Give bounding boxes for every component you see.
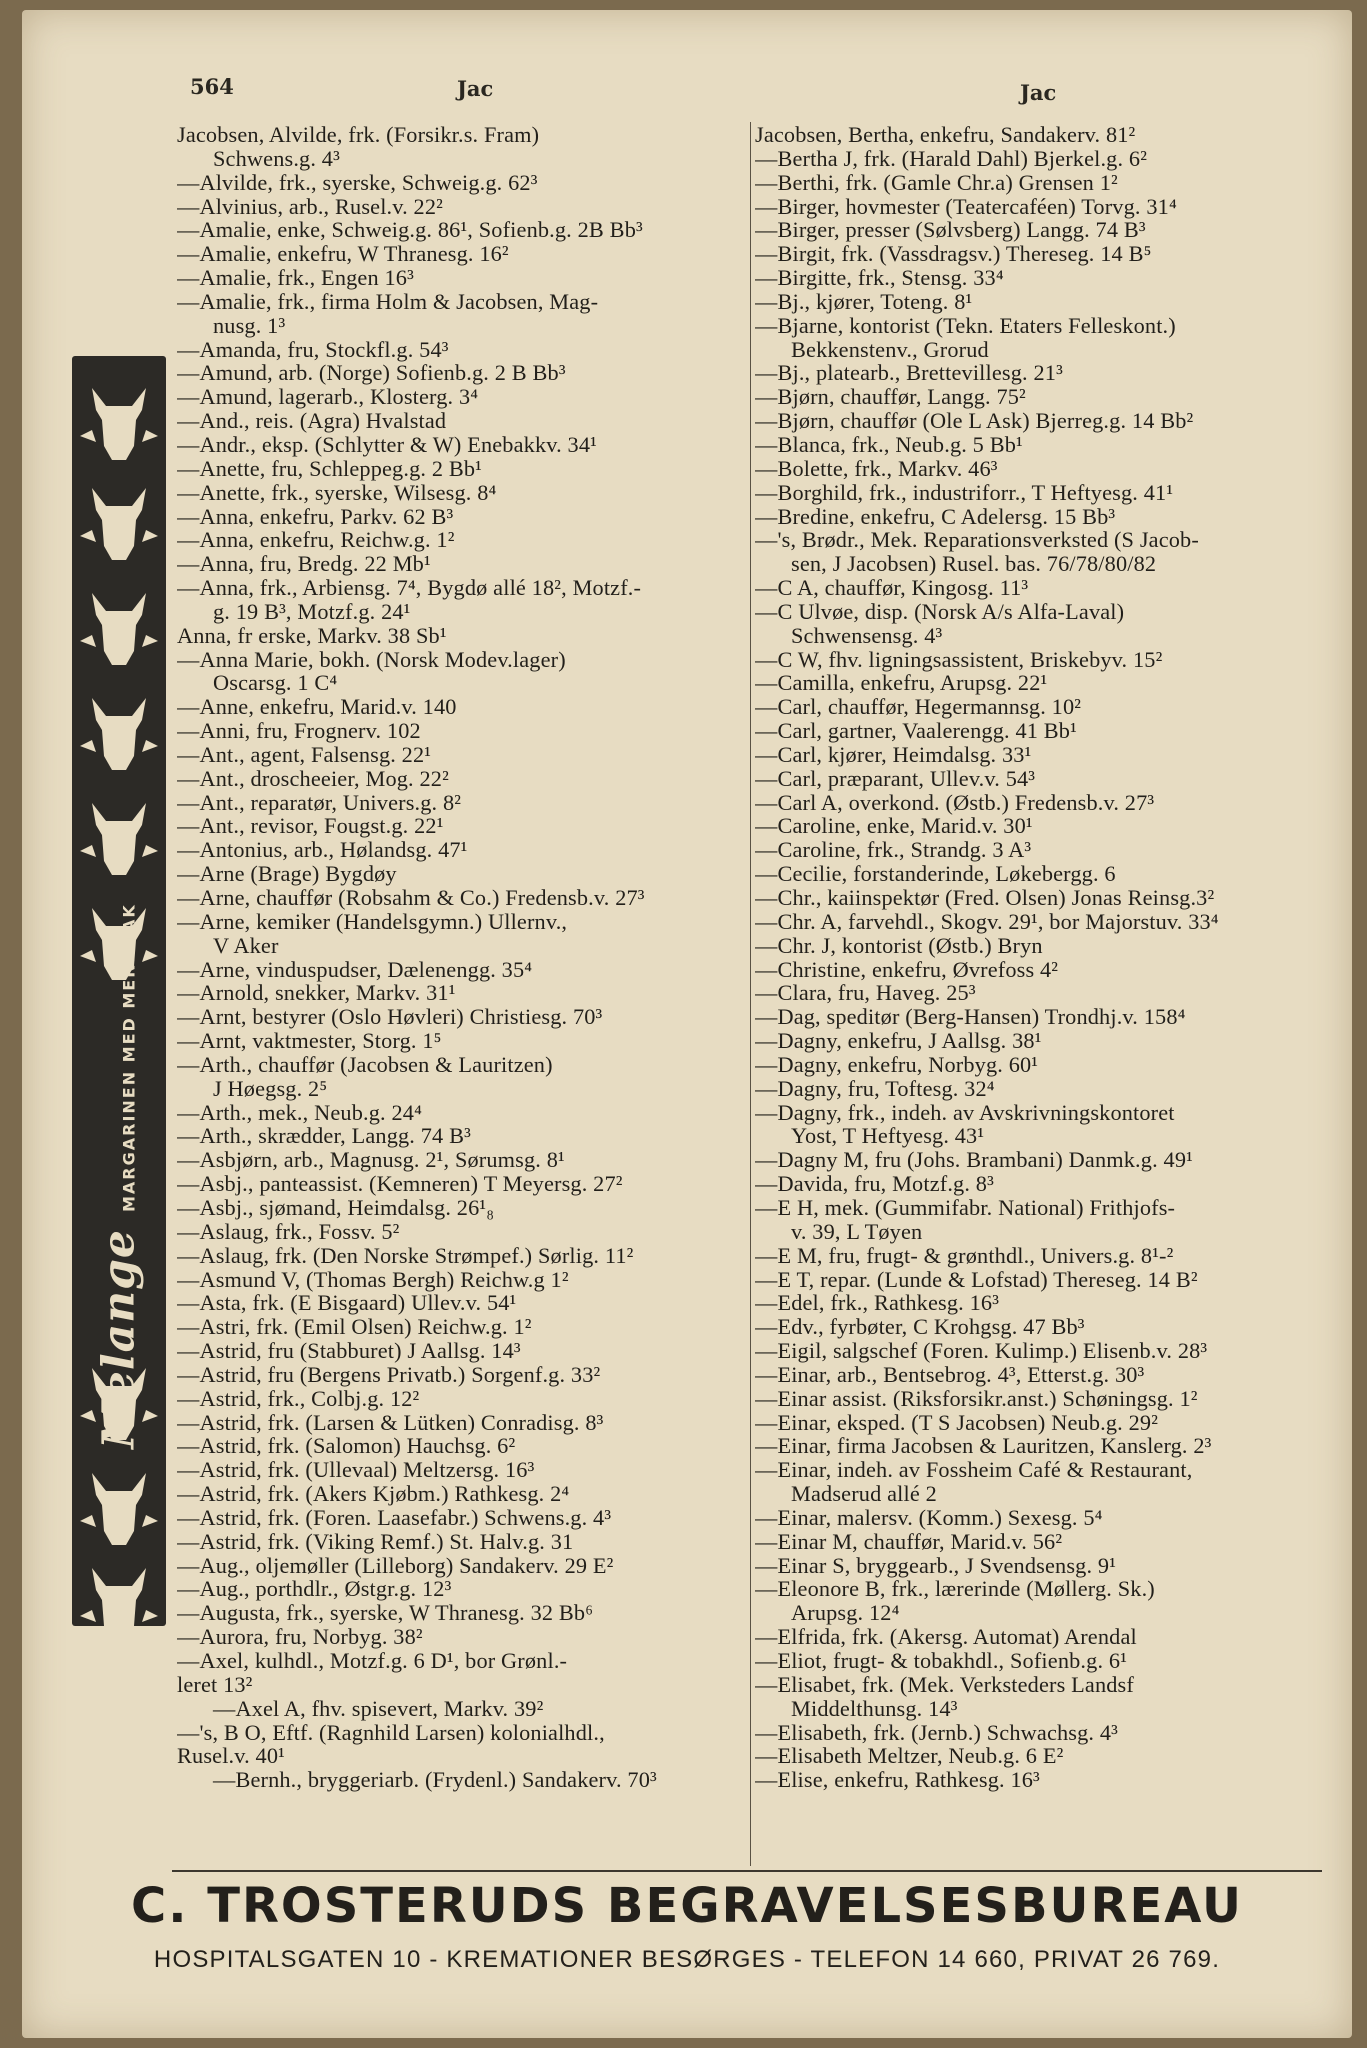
directory-entry-line: —Anna, frk., Arbiensg. 7⁴, Bygdø allé 18², Motzf.- [177, 575, 642, 601]
directory-entry-line: —Asbj., sjømand, Heimdalsg. 26¹₈ [177, 1194, 495, 1220]
directory-entry-line: Arupsg. 12⁴ [791, 1600, 900, 1626]
directory-entry-line: —Bolette, frk., Markv. 46³ [755, 455, 998, 481]
directory-entry-line: —Dagny, frk., indeh. av Avskrivningskontoret [755, 1099, 1175, 1125]
directory-entry-line: —Birgitte, frk., Stensg. 33⁴ [755, 265, 1004, 291]
directory-entry-line: —Amund, lagerarb., Klosterg. 3⁴ [177, 384, 479, 410]
directory-entry-line: —Camilla, enkefru, Arupsg. 22¹ [755, 670, 1048, 696]
directory-entry-line: Schwensensg. 4³ [791, 622, 943, 648]
directory-entry-line: —Carl, kjører, Heimdalsg. 33¹ [755, 741, 1032, 767]
directory-entry-line: —Arne, chauffør (Robsahm & Co.) Fredensb.v. 27³ [177, 885, 645, 910]
directory-entry-line: —Dagny, enkefru, J Aallsg. 38¹ [755, 1028, 1042, 1054]
directory-entry-line: —Astrid, frk. (Akers Kjøbm.) Rathkesg. 2⁴ [177, 1481, 570, 1507]
directory-entry-line: —C A, chauffør, Kingosg. 11³ [755, 575, 1029, 601]
directory-entry-line: —Chr., kaiinspektør (Fred. Olsen) Jonas Reinsg.3² [755, 885, 1215, 910]
cow-motif-icon [72, 1461, 166, 1557]
directory-entry-line: —Arnt, bestyrer (Oslo Høvleri) Christiesg. 70³ [177, 1004, 603, 1030]
directory-entry-line: —Elisabeth Meltzer, Neub.g. 6 E² [755, 1743, 1064, 1769]
directory-entry-line: —Elisabet, frk. (Mek. Verksteders Landsf [755, 1671, 1134, 1697]
directory-entry-line: —Bj., platearb., Brettevillesg. 21³ [755, 360, 1063, 386]
directory-entry-line: —Aug., oljemøller (Lilleborg) Sandakerv. 29 E² [177, 1552, 614, 1578]
directory-entry-line: —Astrid, fru (Stabburet) J Aallsg. 14³ [177, 1338, 521, 1364]
directory-entry-line: —Cecilie, forstanderinde, Løkebergg. 6 [755, 861, 1116, 887]
page-number: 564 [190, 74, 234, 99]
directory-entry-line: —Dagny, fru, Toftesg. 32⁴ [755, 1075, 995, 1101]
directory-entry-line: —Augusta, frk., syerske, W Thranesg. 32 Bb⁶ [177, 1600, 594, 1626]
directory-entry-line: —Caroline, enke, Marid.v. 30¹ [755, 813, 1033, 839]
directory-entry-line: —Amalie, frk., firma Holm & Jacobsen, Mag- [177, 288, 599, 314]
directory-entry-line: V Aker [213, 932, 279, 958]
directory-entry-line: nusg. 1³ [213, 312, 286, 338]
directory-entry-line: —Christine, enkefru, Øvrefoss 4² [755, 956, 1059, 982]
directory-entry-line: —Anni, fru, Frognerv. 102 [177, 718, 421, 744]
directory-entry-line: Yost, T Heftyesg. 43¹ [791, 1123, 985, 1149]
directory-entry-line: —Arth., mek., Neub.g. 24⁴ [177, 1099, 422, 1125]
page-header [22, 74, 1352, 108]
directory-entry-line: —Blanca, frk., Neub.g. 5 Bb¹ [755, 431, 1023, 457]
directory-entry-line: —Arne, kemiker (Handelsgymn.) Ullernv., [177, 908, 568, 934]
banner-brand: Melange [93, 1229, 145, 1449]
directory-entry-line: —Bjørn, chauffør, Langg. 75² [755, 384, 1026, 410]
directory-entry-line: Middelthunsg. 14³ [791, 1695, 958, 1721]
directory-entry-line: —Asmund V, (Thomas Bergh) Reichw.g 1² [177, 1266, 569, 1292]
directory-entry-line: —Amalie, frk., Engen 16³ [177, 265, 414, 291]
cow-motif-icon [72, 376, 166, 472]
directory-entry-line: —Dag, speditør (Berg-Hansen) Trondhj.v. 158⁴ [755, 1004, 1186, 1030]
directory-entry-line: —Alvilde, frk., syerske, Schweig.g. 62³ [177, 169, 538, 195]
directory-entry-line: —Andr., eksp. (Schlytter & W) Enebakkv. 34¹ [177, 431, 597, 457]
ad-divider [172, 1870, 1322, 1872]
directory-entry-line: —Asbjørn, arb., Magnusg. 2¹, Sørumsg. 8¹ [177, 1147, 565, 1173]
directory-entry-line: —Ant., reparatør, Univers.g. 8² [177, 789, 462, 815]
directory-entry-line: sen, J Jacobsen) Rusel. bas. 76/78/80/82 [791, 551, 1157, 577]
directory-entry-line: —Alvinius, arb., Rusel.v. 22² [177, 193, 443, 219]
directory-entry-line: —Davida, fru, Motzf.g. 8³ [755, 1171, 994, 1197]
directory-entry-line: —Eliot, frugt- & tobakhdl., Sofienb.g. 6¹ [755, 1648, 1128, 1673]
directory-entry-line: —Clara, fru, Haveg. 25³ [755, 980, 976, 1006]
directory-entry-line: —Asta, frk. (E Bisgaard) Ullev.v. 54¹ [177, 1290, 517, 1316]
directory-entry-line: —Arnt, vaktmester, Storg. 1⁵ [177, 1028, 442, 1054]
directory-entry-line: v. 39, L Tøyen [791, 1218, 923, 1244]
directory-entry-line: —Anne, enkefru, Marid.v. 140 [177, 694, 457, 720]
directory-entry-line: g. 19 B³, Motzf.g. 24¹ [213, 598, 411, 624]
directory-entry-line: —Aurora, fru, Norbyg. 38² [177, 1624, 423, 1650]
directory-entry-line: —Elisabeth, frk. (Jernb.) Schwachsg. 4³ [755, 1719, 1119, 1745]
directory-entry-line: —Einar, eksped. (T S Jacobsen) Neub.g. 29² [755, 1409, 1159, 1435]
directory-entry-line: —Einar, malersv. (Komm.) Sexesg. 5⁴ [755, 1504, 1103, 1530]
directory-entry-line: —Birgit, frk. (Vassdragsv.) Thereseg. 14 B⁵ [755, 241, 1152, 267]
directory-entry-line: —Caroline, frk., Strandg. 3 A³ [755, 837, 1032, 863]
cow-motif-icon [72, 476, 166, 572]
directory-entry-line: —Elise, enkefru, Rathkesg. 16³ [755, 1767, 1040, 1793]
directory-entry-line: —Elfrida, frk. (Akersg. Automat) Arendal [755, 1624, 1137, 1650]
directory-entry-line: —Einar, arb., Bentsebrog. 4³, Etterst.g. 30³ [755, 1361, 1145, 1387]
directory-entry-line: —And., reis. (Agra) Hvalstad [177, 408, 447, 434]
directory-entry-line: —Einar M, chauffør, Marid.v. 56² [755, 1528, 1063, 1554]
directory-entry-line: —Amalie, enke, Schweig.g. 86¹, Sofienb.g. 2B Bb³ [177, 217, 643, 243]
directory-entry-line: —Birger, presser (Sølvsberg) Langg. 74 B³ [755, 217, 1146, 243]
directory-entry-line: —E H, mek. (Gummifabr. National) Frithjofs- [755, 1194, 1176, 1220]
directory-entry-line: —Anna, enkefru, Reichw.g. 1² [177, 527, 455, 553]
right-column-keyword: Jac [1020, 80, 1057, 105]
directory-entry-line: —Astri, frk. (Emil Olsen) Reichw.g. 1² [177, 1314, 532, 1340]
directory-entry-line: —Einar S, bryggearb., J Svendsensg. 9¹ [755, 1552, 1117, 1578]
directory-entry-line: —Aslaug, frk. (Den Norske Strømpef.) Sørlig. 11² [177, 1242, 634, 1268]
directory-entry-line: —C Ulvøe, disp. (Norsk A/s Alfa-Laval) [755, 598, 1125, 624]
directory-entry-line: —Ant., droscheeier, Mog. 22² [177, 765, 449, 791]
directory-entry-line: —Bredine, enkefru, C Adelersg. 15 Bb³ [755, 503, 1116, 529]
column-divider [750, 122, 751, 1866]
directory-entry-line: —Bjarne, kontorist (Tekn. Etaters Felleskont.) [755, 312, 1176, 338]
directory-entry-line: —Anette, frk., syerske, Wilsesg. 8⁴ [177, 479, 497, 505]
directory-entry-line: —Bj., kjører, Toteng. 8¹ [755, 288, 973, 314]
directory-entry-line: —Bernh., bryggeriarb. (Frydenl.) Sandakerv. 70³ [213, 1767, 657, 1793]
directory-entry-line: —C W, fhv. ligningsassistent, Briskebyv. 15² [755, 646, 1163, 672]
directory-entry-line: —Dagny, enkefru, Norbyg. 60¹ [755, 1051, 1039, 1077]
directory-entry-line: —Anna, enkefru, Parkv. 62 B³ [177, 503, 454, 529]
directory-entry-line: —Edv., fyrbøter, C Krohgsg. 47 Bb³ [755, 1314, 1085, 1340]
directory-entry-line: —Aslaug, frk., Fossv. 5² [177, 1218, 400, 1244]
directory-entry-line: —Anna, fru, Bredg. 22 Mb¹ [177, 551, 431, 577]
directory-entry-line: —Amalie, enkefru, W Thranesg. 16² [177, 241, 509, 267]
directory-entry-line: —Einar, firma Jacobsen & Lauritzen, Kanslerg. 2³ [755, 1433, 1212, 1459]
directory-entry-line: Oscarsg. 1 C⁴ [213, 670, 338, 696]
left-column-keyword: Jac [457, 76, 494, 101]
directory-entry-line: —'s, B O, Eftf. (Ragnhild Larsen) kolonialhdl., [177, 1719, 605, 1745]
directory-entry-line: —Arnold, snekker, Markv. 31¹ [177, 980, 456, 1006]
directory-entry-line: —Aug., porthdlr., Østgr.g. 12³ [177, 1576, 452, 1602]
directory-page [22, 10, 1352, 2038]
directory-entry-line: J Høegsg. 2⁵ [213, 1075, 328, 1101]
ad-title: C. TROSTERUDS BEGRAVELSESBUREAU [131, 1878, 1243, 1934]
directory-entry-line: Rusel.v. 40¹ [177, 1743, 285, 1769]
directory-entry-line: Bekkenstenv., Grorud [791, 336, 989, 362]
banner-tagline: MARGARINEN MED MERSMAK [119, 903, 139, 1213]
directory-entry-line: —Edel, frk., Rathkesg. 16³ [755, 1290, 1000, 1316]
margarine-ad-banner [72, 356, 166, 1626]
cow-motif-icon [72, 686, 166, 782]
directory-entry-line: —Astrid, frk. (Ullevaal) Meltzersg. 16³ [177, 1457, 535, 1483]
directory-entry-line: —Axel, kulhdl., Motzf.g. 6 D¹, bor Grønl.- [177, 1648, 568, 1673]
directory-entry-line: —Dagny M, fru (Johs. Brambani) Danmk.g. 49¹ [755, 1147, 1193, 1173]
directory-entry-line: —Astrid, frk. (Larsen & Lütken) Conradisg. 8³ [177, 1409, 604, 1435]
directory-entry-line: —Bjørn, chauffør (Ole L Ask) Bjerreg.g. 14 Bb² [755, 408, 1194, 434]
cow-motif-icon [72, 581, 166, 677]
directory-entry-line: —Amund, arb. (Norge) Sofienb.g. 2 B Bb³ [177, 360, 566, 386]
directory-entry-line: —Ant., agent, Falsensg. 22¹ [177, 741, 432, 767]
directory-entry-line: Madserud allé 2 [791, 1481, 937, 1507]
directory-entry-line: —Anna Marie, bokh. (Norsk Modev.lager) [177, 646, 566, 672]
directory-entry-line: leret 13² [177, 1671, 253, 1697]
directory-entry-line: Jacobsen, Bertha, enkefru, Sandakerv. 81² [755, 123, 1136, 147]
directory-entry-line: —Chr. A, farvehdl., Skogv. 29¹, bor Majorstuv. 33⁴ [755, 908, 1219, 934]
directory-entry-line: —E T, repar. (Lunde & Lofstad) Thereseg. 14 B² [755, 1266, 1198, 1292]
directory-entry-line: —Astrid, frk. (Foren. Laasefabr.) Schwens.g. 4³ [177, 1504, 612, 1530]
directory-entry-line: —'s, Brødr., Mek. Reparationsverksted (S Jacob- [755, 527, 1199, 553]
directory-entry-line: —Berthi, frk. (Gamle Chr.a) Grensen 1² [755, 169, 1118, 195]
directory-entry-line: —Carl, præparant, Ullev.v. 54³ [755, 765, 1036, 791]
directory-entry-line: —Carl, chauffør, Hegermannsg. 10² [755, 694, 1082, 720]
directory-entry-line: —Birger, hovmester (Teatercaféen) Torvg. 31⁴ [755, 193, 1177, 219]
directory-entry-line: —Ant., revisor, Fougst.g. 22¹ [177, 813, 444, 839]
banner-text [94, 903, 145, 1449]
directory-entry-line: Jacobsen, Alvilde, frk. (Forsikr.s. Fram) [177, 123, 540, 147]
cow-motif-icon [72, 791, 166, 887]
directory-entry-line: —Astrid, frk. (Viking Remf.) St. Halv.g. 31 [177, 1528, 574, 1554]
directory-entry-line: —Astrid, fru (Bergens Privatb.) Sorgenf.g. 33² [177, 1361, 601, 1387]
directory-entry-line: —Arne, vinduspudser, Dælenengg. 35⁴ [177, 956, 533, 982]
directory-entry-line: —Anette, fru, Schleppeg.g. 2 Bb¹ [177, 455, 483, 481]
directory-entry-line: —Astrid, frk. (Salomon) Hauchsg. 6² [177, 1433, 516, 1459]
directory-entry-line: —Asbj., panteassist. (Kemneren) T Meyersg. 27² [177, 1171, 623, 1197]
directory-entry-line: —Antonius, arb., Hølandsg. 47¹ [177, 837, 468, 863]
directory-entry-line: —Eigil, salgschef (Foren. Kulimp.) Elisenb.v. 28³ [755, 1338, 1208, 1364]
directory-entry-line: —Axel A, fhv. spisevert, Markv. 39² [213, 1695, 544, 1721]
directory-entry-line: —Einar, indeh. av Fossheim Café & Restaurant, [755, 1457, 1193, 1483]
directory-entry-line: —Chr. J, kontorist (Østb.) Bryn [755, 932, 1043, 958]
right-column [755, 123, 1322, 1863]
directory-entry-line: —Eleonore B, frk., lærerinde (Møllerg. Sk.) [755, 1576, 1155, 1602]
directory-entry-line: —E M, fru, frugt- & grønthdl., Univers.g. 8¹-² [755, 1242, 1174, 1268]
directory-entry-line: —Amanda, fru, Stockfl.g. 54³ [177, 336, 449, 362]
directory-entry-line: Anna, fr erske, Markv. 38 Sb¹ [177, 622, 447, 648]
directory-entry-line: —Arth., skrædder, Langg. 74 B³ [177, 1123, 471, 1149]
directory-entry-line: —Borghild, frk., industriforr., T Heftyesg. 41¹ [755, 479, 1174, 505]
directory-entry-line: —Bertha J, frk. (Harald Dahl) Bjerkel.g. 6² [755, 145, 1148, 171]
directory-entry-line: —Arne (Brage) Bygdøy [177, 861, 397, 887]
directory-entry-line: —Astrid, frk., Colbj.g. 12² [177, 1385, 420, 1411]
cow-motif-icon [72, 1556, 166, 1626]
directory-entry-line: —Arth., chauffør (Jacobsen & Lauritzen) [177, 1051, 553, 1077]
left-column [177, 123, 747, 1863]
directory-entry-line: —Carl, gartner, Vaalerengg. 41 Bb¹ [755, 718, 1077, 744]
ad-subtitle: HOSPITALSGATEN 10 - KREMATIONER BESØRGES - TELEFON 14 660, PRIVAT 26 769. [153, 1946, 1221, 1973]
directory-entry-line: Schwens.g. 4³ [213, 145, 340, 171]
directory-entry-line: —Einar assist. (Riksforsikr.anst.) Schøningsg. 1² [755, 1385, 1198, 1411]
directory-entry-line: —Carl A, overkond. (Østb.) Fredensb.v. 27³ [755, 789, 1155, 815]
